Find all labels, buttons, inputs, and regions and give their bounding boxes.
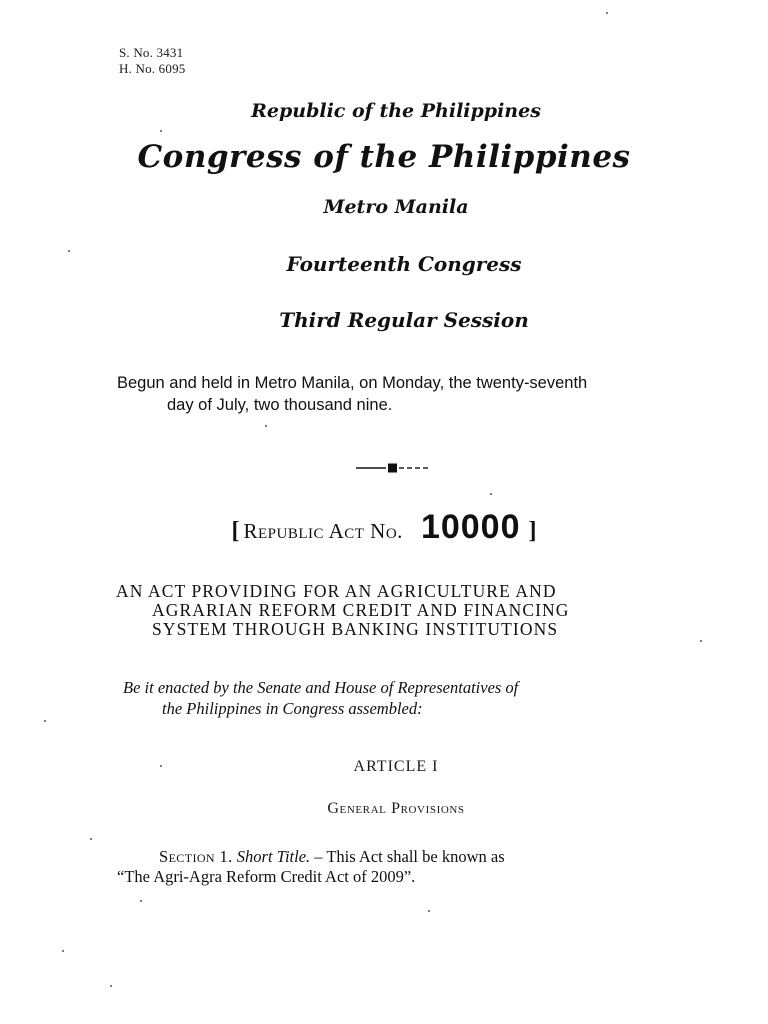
article-subheading: General Provisions [327,800,465,817]
scan-speck [110,985,112,987]
scan-speck [160,765,162,767]
scan-speck [160,130,162,132]
scan-speck [700,640,702,642]
section-label: Section 1. [159,847,233,866]
enacting-clause-line-2: the Philippines in Congress assembled: [162,699,423,718]
article-heading: ARTICLE I [353,758,439,775]
scan-speck [140,900,142,902]
house-bill-number: H. No. 6095 [119,61,186,76]
location-heading: Metro Manila [323,196,469,218]
senate-bill-number: S. No. 3431 [119,45,184,60]
scan-speck [428,910,430,912]
close-bracket: ] [528,518,537,544]
session-heading: Third Regular Session [279,308,529,332]
act-title-line-3: SYSTEM THROUGH BANKING INSTITUTIONS [152,619,559,639]
enacting-clause-line-1: Be it enacted by the Senate and House of Representatives of [123,678,519,697]
section-title: Short Title. [236,847,311,866]
scan-speck [490,493,492,495]
opening-line-2: day of July, two thousand nine. [167,396,393,414]
act-title-line-2: AGRARIAN REFORM CREDIT AND FINANCING [152,600,570,620]
scan-speck [265,425,267,427]
ornament-divider [356,462,436,474]
scan-speck [606,12,608,14]
act-title-line-1: AN ACT PROVIDING FOR AN AGRICULTURE AND [116,581,557,601]
section-1-line-1 [117,847,717,867]
scan-speck [68,250,70,252]
section-1 [117,847,717,887]
open-bracket: [ [231,518,240,544]
act-title [116,582,716,639]
section-1-line-2: “The Agri-Agra Reform Credit Act of 2009”. [117,867,416,886]
section-text-1: – This Act shall be known as [314,847,505,866]
republic-heading: Republic of the Philippines [251,100,541,122]
congress-heading: Congress of the Philippines [137,139,631,175]
bill-numbers [119,45,185,77]
opening-line-1: Begun and held in Metro Manila, on Monday, the twenty-seventh [117,374,588,392]
republic-act-label: Republic Act No. [243,519,403,543]
scan-speck [44,720,46,722]
opening-statement [117,372,717,416]
scan-speck [90,838,92,840]
republic-act-number: 10000 [420,508,521,546]
congress-number-heading: Fourteenth Congress [286,252,522,276]
scan-speck [62,950,64,952]
republic-act-heading [0,508,768,547]
enacting-clause [123,677,723,719]
